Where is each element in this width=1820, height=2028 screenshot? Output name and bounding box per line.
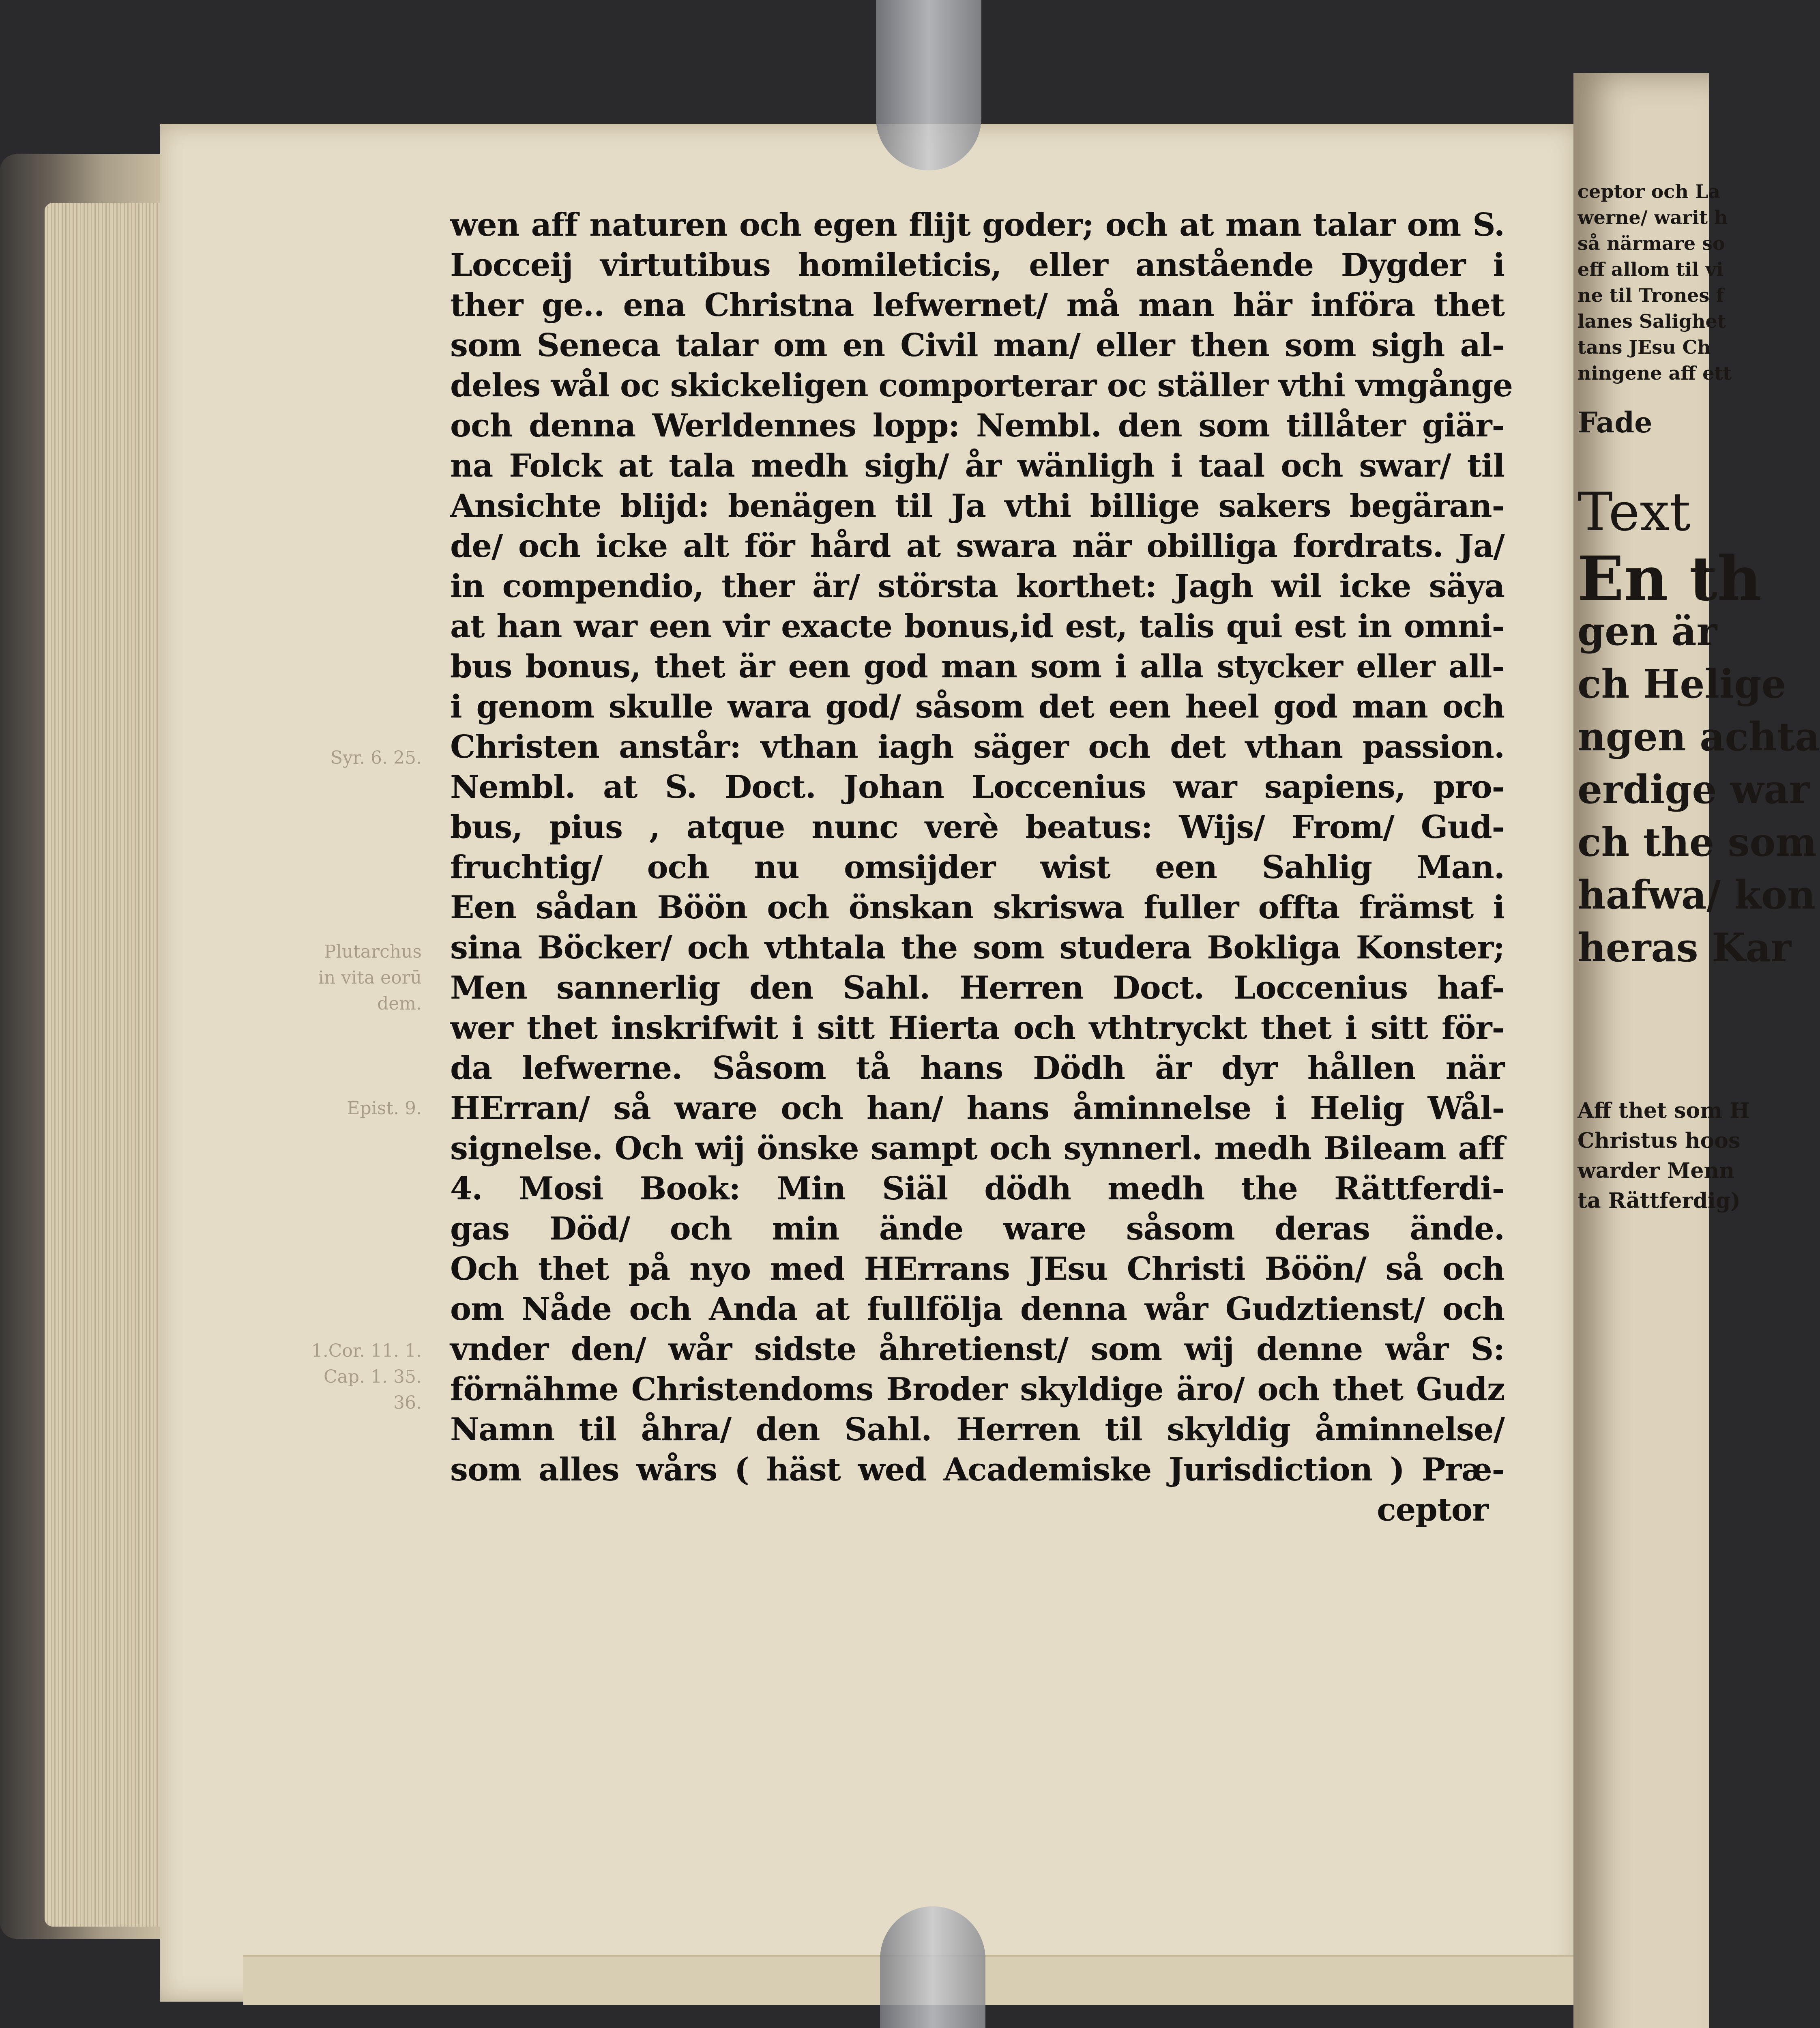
facing-line: hafwa/ kon bbox=[1577, 872, 1816, 918]
page-clip-bottom bbox=[880, 1906, 985, 2028]
facing-line: ch Helige bbox=[1577, 661, 1786, 707]
page-clip-top bbox=[876, 0, 981, 170]
facing-page-text bbox=[1577, 178, 1820, 1216]
text-line: Ansichte blijd: benägen til Ja vthi billige sakers begäran- bbox=[450, 488, 1505, 524]
facing-line: tans JEsu Ch bbox=[1577, 336, 1711, 358]
margin-note: in vita eorū bbox=[318, 967, 422, 988]
facing-title: Text bbox=[1577, 481, 1691, 543]
margin-note: dem. bbox=[377, 993, 422, 1014]
text-line: HErran/ så ware och han/ hans åminnelse i Helig Wål- bbox=[450, 1090, 1505, 1127]
text-line: förnähme Christendoms Broder skyldige äro/ och thet Gudz bbox=[450, 1371, 1505, 1408]
text-line: om Nåde och Anda at fullfölja denna wår Gudztienst/ och bbox=[450, 1291, 1505, 1328]
margin-note: Cap. 1. 35. bbox=[324, 1366, 422, 1387]
text-line: wen aff naturen och egen flijt goder; och at man talar om S. bbox=[450, 206, 1505, 243]
text-line: Men sannerlig den Sahl. Herren Doct. Loccenius haf- bbox=[450, 969, 1505, 1006]
text-line: in compendio, ther är/ största korthet: Jagh wil icke säya bbox=[450, 568, 1505, 605]
facing-line: gen är bbox=[1577, 608, 1717, 654]
facing-line: så närmare so bbox=[1577, 232, 1725, 254]
text-line: Een sådan Böön och önskan skriswa fuller offta främst i bbox=[450, 889, 1505, 926]
text-line: at han war een vir exacte bonus,id est, talis qui est in omni- bbox=[450, 608, 1505, 645]
facing-line: erdige war bbox=[1577, 767, 1810, 812]
text-line: som Seneca talar om en Civil man/ eller then som sigh al- bbox=[450, 327, 1505, 364]
facing-line: En th bbox=[1577, 543, 1762, 614]
facing-line: ch the som bbox=[1577, 819, 1817, 865]
facing-line: ngen achta bbox=[1577, 714, 1820, 760]
main-text-block bbox=[450, 205, 1513, 1530]
margin-note: 36. bbox=[393, 1392, 422, 1413]
margin-notes bbox=[268, 746, 422, 1417]
facing-line: ceptor och La bbox=[1577, 180, 1720, 202]
text-line: deles wål oc skickeligen comporterar oc ställer vthi vmgånge bbox=[450, 367, 1513, 404]
text-line: Locceij virtutibus homileticis, eller anstående Dygder i bbox=[450, 247, 1505, 284]
margin-note: 1.Cor. 11. 1. bbox=[311, 1341, 422, 1361]
margin-note: Syr. 6. 25. bbox=[330, 748, 422, 768]
text-line: och denna Werldennes lopp: Nembl. den som tillåter giär- bbox=[450, 407, 1505, 444]
facing-line: ningene aff ett bbox=[1577, 362, 1732, 384]
text-line: bus bonus, thet är een god man som i alla stycker eller all- bbox=[450, 648, 1505, 685]
text-line: Nembl. at S. Doct. Johan Loccenius war sapiens, pro- bbox=[450, 769, 1505, 806]
facing-line: heras Kar bbox=[1577, 925, 1792, 971]
text-line: na Folck at tala medh sigh/ år wänligh i taal och swar/ til bbox=[450, 447, 1505, 484]
facing-line: Christus hoos bbox=[1577, 1128, 1741, 1153]
text-line: fruchtig/ och nu omsijder wist een Sahlig Man. bbox=[450, 849, 1505, 886]
facing-line: werne/ warit h bbox=[1577, 206, 1728, 228]
text-line: Och thet på nyo med HErrans JEsu Christi Böön/ så och bbox=[450, 1250, 1505, 1287]
catchword: ceptor bbox=[1377, 1491, 1488, 1528]
text-line: bus, pius , atque nunc verè beatus: Wijs/ From/ Gud- bbox=[450, 809, 1505, 846]
text-line: wer thet inskrifwit i sitt Hierta och vthtryckt thet i sitt för- bbox=[450, 1010, 1505, 1046]
text-line: vnder den/ wår sidste åhretienst/ som wij denne wår S: bbox=[450, 1331, 1505, 1368]
text-line: sina Böcker/ och vthtala the som studera Bokliga Konster; bbox=[450, 929, 1505, 966]
text-line: Namn til åhra/ den Sahl. Herren til skyldig åminnelse/ bbox=[450, 1411, 1505, 1448]
text-line: i genom skulle wara god/ såsom det een heel god man och bbox=[450, 688, 1505, 725]
facing-line: lanes Salighet bbox=[1577, 310, 1726, 332]
text-line: da lefwerne. Såsom tå hans Dödh är dyr hållen när bbox=[450, 1050, 1505, 1087]
text-line: som alles wårs ( häst wed Academiske Jurisdiction ) Præ- bbox=[450, 1451, 1505, 1488]
text-line: gas Död/ och min ände ware såsom deras ände. bbox=[450, 1210, 1505, 1247]
margin-note: Epist. 9. bbox=[347, 1098, 422, 1119]
text-line: signelse. Och wij önske sampt och synnerl. medh Bileam aff bbox=[450, 1130, 1505, 1167]
facing-line: ta Rättferdig) bbox=[1577, 1188, 1741, 1213]
text-line: Christen anstår: vthan iagh säger och det vthan passion. bbox=[450, 728, 1505, 765]
text-line: 4. Mosi Book: Min Siäl dödh medh the Rättferdi- bbox=[450, 1170, 1505, 1207]
page-edges bbox=[45, 203, 178, 1927]
facing-line: warder Menn bbox=[1577, 1158, 1735, 1183]
facing-line: eff allom til vi bbox=[1577, 258, 1723, 280]
text-line: de/ och icke alt för hård at swara när obilliga fordrats. Ja/ bbox=[450, 528, 1505, 565]
text-line: ther ge.. ena Christna lefwernet/ må man här införa thet bbox=[450, 287, 1505, 324]
facing-heading: Fade bbox=[1577, 406, 1653, 439]
facing-line: ne til Trones f bbox=[1577, 284, 1724, 306]
margin-note: Plutarchus bbox=[324, 941, 422, 962]
facing-line: Aff thet som H bbox=[1577, 1098, 1750, 1123]
